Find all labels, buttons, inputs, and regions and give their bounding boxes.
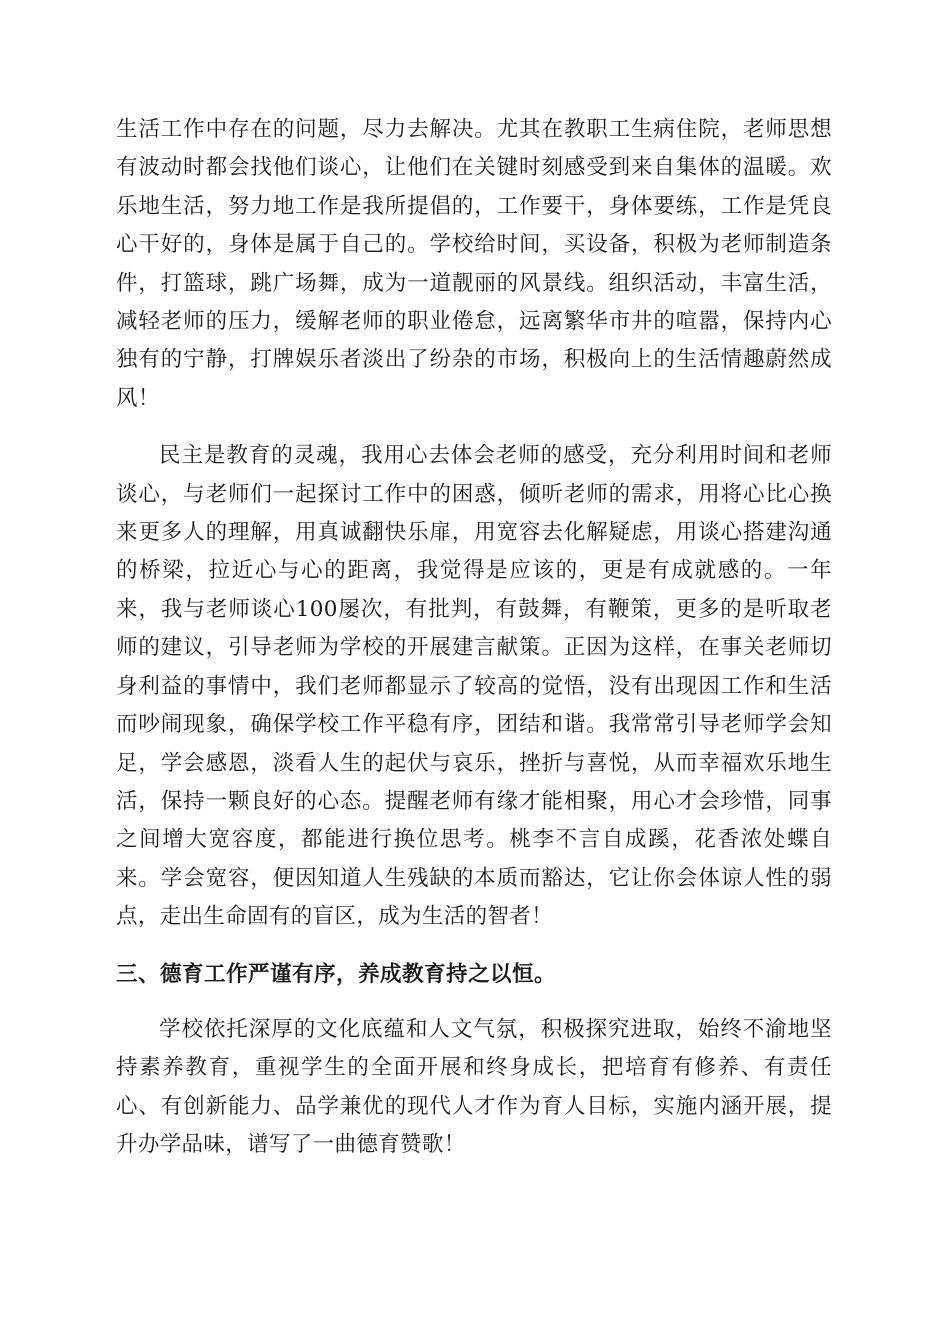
paragraph-democracy: 民主是教育的灵魂，我用心去体会老师的感受，充分利用时间和老师谈心，与老师们一起探讨工作中的困惑，倾听老师的需求，用将心比心换来更多人的理解，用真诚翻快乐扉，用宽容去化解疑虑，用谈心搭建沟通的桥梁，拉近心与心的距离，我觉得是应该的，更是有成就感的。一年来，我与老师谈心100屡次，有批判，有鼓舞，有鞭策，更多的是听取老师的建议，引导老师为学校的开展建言献策。正因为这样，在事关老师切身利益的事情中，我们老师都显示了较高的觉悟，没有出现因工作和生活而吵闹现象，确保学校工作平稳有序，团结和谐。我常常引导老师学会知足，学会感恩，淡看人生的起伏与哀乐，挫折与喜悦，从而幸福欢乐地生活，保持一颗良好的心态。提醒老师有缘才能相聚，用心才会珍惜，同事之间增大宽容度，都能进行换位思考。桃李不言自成蹊，花香浓处蝶自来。学会宽容，便因知道人生残缺的本质而豁达，它让你会体谅人性的弱点，走出生命固有的盲区，成为生活的智者！ (116, 443, 832, 930)
section-heading: 三、德育工作严谨有序，养成教育持之以恒。 (116, 961, 557, 987)
paragraph-moral-education: 学校依托深厚的文化底蕴和人文气氛，积极探究进取，始终不渝地坚持素养教育，重视学生的全面开展和终身成长，把培育有修养、有责任心、有创新能力、品学兼优的现代人才作为育人目标，实施内涵开展，提升办学品味，谱写了一曲德育赞歌！ (116, 1016, 832, 1158)
paragraph-staff-life: 生活工作中存在的问题，尽力去解决。尤其在教职工生病住院，老师思想有波动时都会找他们谈心，让他们在关键时刻感受到来自集体的温暖。欢乐地生活，努力地工作是我所提倡的，工作要干，身体要练，工作是凭良心干好的，身体是属于自己的。学校给时间，买设备，积极为老师制造条件，打篮球，跳广场舞，成为一道靓丽的风景线。组织活动，丰富生活，减轻老师的压力，缓解老师的职业倦怠，远离繁华市井的喧嚣，保持内心独有的宁静，打牌娱乐者淡出了纷杂的市场，积极向上的生活情趣蔚然成风！ (116, 117, 832, 411)
document-page (116, 111, 832, 1165)
